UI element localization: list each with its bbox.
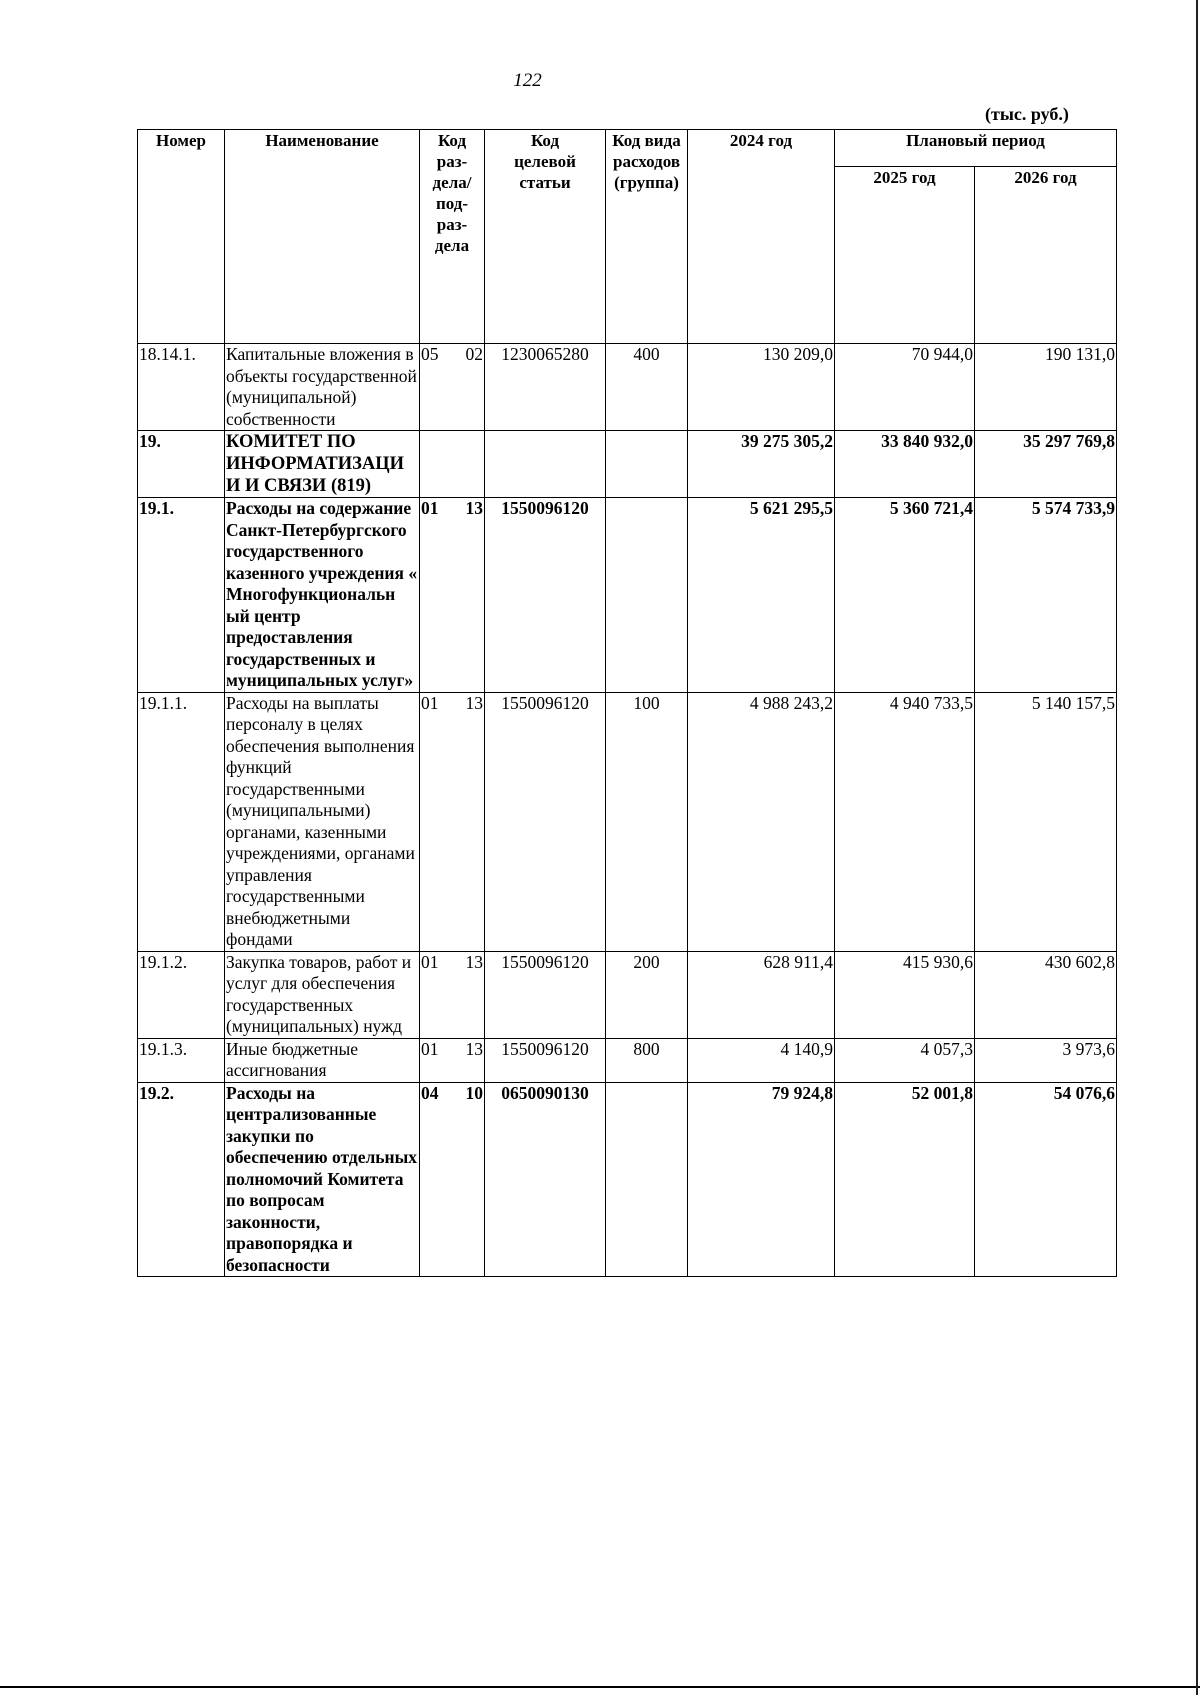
- row-name: Расходы на выплаты персоналу в целях обеспечения выполнения функций государственными (муниципальными) органами, казенными учреждениями, органами управления государственными внебюджетными фондами: [225, 692, 420, 951]
- row-amount-2026: 3 973,6: [975, 1038, 1117, 1082]
- row-name: Расходы на централизованные закупки по обеспечению отдельных полномочий Комитета по вопросам законности, правопорядка и безопасности: [225, 1082, 420, 1277]
- row-number: 19.2.: [138, 1082, 225, 1277]
- row-target-code: 0650090130: [485, 1082, 606, 1277]
- table-row: [138, 1082, 1117, 1277]
- row-number: 19.: [138, 431, 225, 498]
- header-year-2026: 2026 год: [975, 167, 1117, 344]
- header-year-2025: 2025 год: [835, 167, 975, 344]
- row-subsection: 02: [465, 344, 483, 364]
- row-amount-2025: 33 840 932,0: [835, 431, 975, 498]
- row-amount-2024: 39 275 305,2: [688, 431, 835, 498]
- row-amount-2024: 5 621 295,5: [688, 498, 835, 693]
- row-section-code: [420, 1082, 485, 1277]
- row-subsection: 13: [465, 692, 483, 713]
- row-section: 01: [421, 692, 439, 713]
- row-expense-kind: 200: [606, 951, 688, 1038]
- budget-table: [137, 129, 1117, 1277]
- row-amount-2026: 190 131,0: [975, 344, 1117, 431]
- row-name: КОМИТЕТ ПО ИНФОРМАТИЗАЦИ И И СВЯЗИ (819): [225, 431, 420, 498]
- row-expense-kind: 800: [606, 1038, 688, 1082]
- units-label: (тыс. руб.): [985, 104, 1069, 124]
- row-subsection: 10: [465, 1082, 483, 1103]
- row-section: 05: [421, 344, 439, 364]
- row-section: 04: [421, 1082, 439, 1103]
- row-target-code: 1550096120: [485, 692, 606, 951]
- table-row: [138, 692, 1117, 951]
- header-planned-period: Плановый период: [835, 130, 1117, 167]
- table-row: [138, 344, 1117, 431]
- row-name: Капитальные вложения в объекты государственной (муниципальной) собственности: [225, 344, 420, 431]
- row-amount-2025: 4 940 733,5: [835, 692, 975, 951]
- row-amount-2024: 628 911,4: [688, 951, 835, 1038]
- row-number: 18.14.1.: [138, 344, 225, 431]
- row-number: 19.1.: [138, 498, 225, 693]
- scan-right-edge: [1196, 0, 1198, 1695]
- row-amount-2026: 35 297 769,8: [975, 431, 1117, 498]
- row-expense-kind: [606, 431, 688, 498]
- header-section-code: Код раз- дела/ под- раз- дела: [420, 130, 485, 344]
- row-expense-kind: [606, 1082, 688, 1277]
- row-amount-2026: 54 076,6: [975, 1082, 1117, 1277]
- row-section-code: [420, 344, 485, 431]
- row-subsection: 13: [465, 951, 483, 972]
- row-amount-2025: 5 360 721,4: [835, 498, 975, 693]
- row-section-code: [420, 1038, 485, 1082]
- row-target-code: 1550096120: [485, 1038, 606, 1082]
- row-expense-kind: 400: [606, 344, 688, 431]
- row-section-code: [420, 951, 485, 1038]
- row-amount-2024: 79 924,8: [688, 1082, 835, 1277]
- row-name: Иные бюджетные ассигнования: [225, 1038, 420, 1082]
- row-expense-kind: [606, 498, 688, 693]
- row-section: 01: [421, 498, 439, 518]
- row-subsection: 13: [465, 1038, 483, 1059]
- table-row: [138, 431, 1117, 498]
- page-number: 122: [513, 70, 542, 91]
- row-amount-2026: 5 140 157,5: [975, 692, 1117, 951]
- row-number: 19.1.3.: [138, 1038, 225, 1082]
- row-section-code: [420, 498, 485, 693]
- table-row: [138, 1038, 1117, 1082]
- row-amount-2025: 70 944,0: [835, 344, 975, 431]
- header-target-code: Код целевой статьи: [485, 130, 606, 344]
- row-amount-2025: 415 930,6: [835, 951, 975, 1038]
- row-name: Расходы на содержание Санкт-Петербургского государственного казенного учреждения « Многофункциональн ый центр предоставления государственных и муниципальных услуг»: [225, 498, 420, 693]
- scan-bottom-edge: [0, 1686, 1200, 1688]
- table-row: [138, 498, 1117, 693]
- header-year-2024: 2024 год: [688, 130, 835, 344]
- row-amount-2026: 5 574 733,9: [975, 498, 1117, 693]
- row-target-code: 1230065280: [485, 344, 606, 431]
- row-section: 01: [421, 1038, 439, 1059]
- row-amount-2024: 4 140,9: [688, 1038, 835, 1082]
- row-name: Закупка товаров, работ и услуг для обеспечения государственных (муниципальных) нужд: [225, 951, 420, 1038]
- row-target-code: [485, 431, 606, 498]
- row-section-code: [420, 431, 485, 498]
- header-number: Номер: [138, 130, 225, 344]
- header-row: [138, 130, 1117, 167]
- header-expense-kind: Код вида расходов (группа): [606, 130, 688, 344]
- row-amount-2025: 4 057,3: [835, 1038, 975, 1082]
- row-target-code: 1550096120: [485, 498, 606, 693]
- row-amount-2024: 130 209,0: [688, 344, 835, 431]
- row-amount-2025: 52 001,8: [835, 1082, 975, 1277]
- row-amount-2024: 4 988 243,2: [688, 692, 835, 951]
- table-row: [138, 951, 1117, 1038]
- row-target-code: 1550096120: [485, 951, 606, 1038]
- row-expense-kind: 100: [606, 692, 688, 951]
- header-name: Наименование: [225, 130, 420, 344]
- row-number: 19.1.1.: [138, 692, 225, 951]
- row-section: 01: [421, 951, 439, 972]
- row-number: 19.1.2.: [138, 951, 225, 1038]
- row-amount-2026: 430 602,8: [975, 951, 1117, 1038]
- row-subsection: 13: [465, 498, 483, 518]
- row-section-code: [420, 692, 485, 951]
